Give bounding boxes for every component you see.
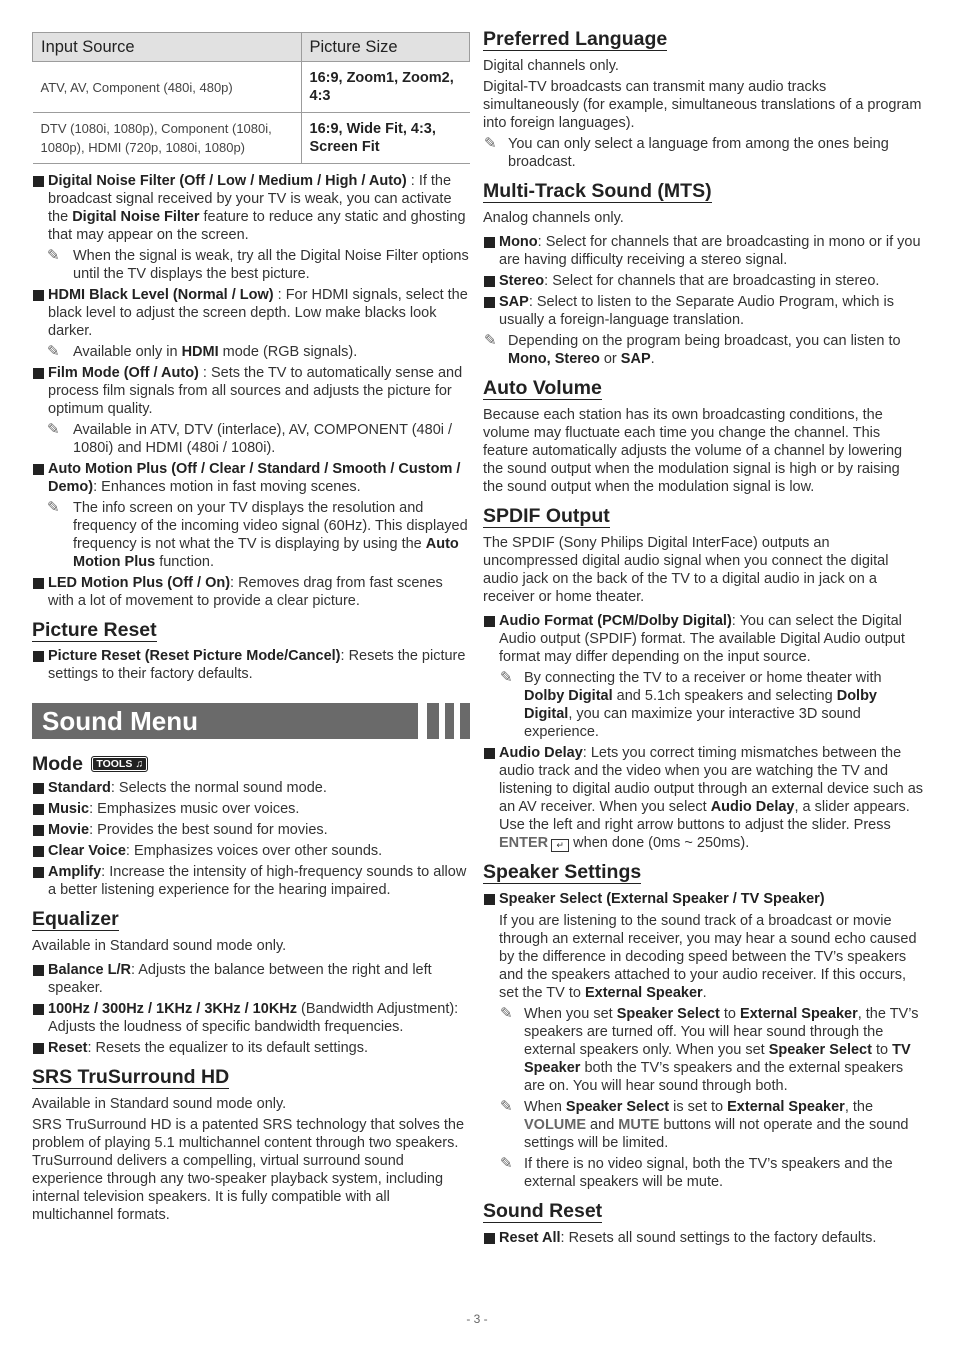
bullet-square-icon (33, 368, 44, 379)
srs-text: SRS TruSurround HD is a patented SRS technology that solves the problem of playing 5.1 multichannel content through two speakers. TruSurround delivers a compelling, virtual surround sound experience through any two-speaker playback system, including internal television speakers. It is fully compatible with all multichannel formats. (32, 1117, 465, 1223)
ss-text: If you are listening to the sound track of a broadcast or movie through an external receiver, you may hear a sound echo caused by the difference in decoding speed between the TV’s speakers and the speakers attached to your audio receiver. If this occurs, set the TV to External Speaker. (499, 913, 917, 1001)
spdif-text: The SPDIF (Sony Philips Digital InterFace) outputs an uncompressed digital audio signal when you connect the digital audio jack on the back of the TV to a digital audio in jack on a receiver or home theater. (483, 535, 889, 605)
note-pencil-icon: ✎ (47, 499, 60, 516)
list-item: Auto Motion Plus (Off / Clear / Standard / Smooth / Custom / Demo): Enhances motion in fast moving scenes. (32, 460, 470, 496)
section-heading-srs: SRS TruSurround HD (32, 1066, 230, 1088)
note: ✎ When Speaker Select is set to External Speaker, the VOLUME and MUTE buttons will not operate and the sound settings will be limited. (500, 1098, 909, 1151)
list-item: Digital Noise Filter (Off / Low / Medium / High / Auto) : If the broadcast signal received by your TV is weak, you can activate the Digital Noise Filter feature to reduce any static and ghosting that may appear on the screen. (32, 172, 470, 244)
enter-key-icon: ↵ (551, 839, 569, 852)
list-item: Clear Voice: Emphasizes voices over other sounds. (32, 842, 470, 860)
note-pencil-icon: ✎ (484, 135, 497, 152)
pl-intro: Digital channels only. (483, 58, 619, 74)
list-item: Speaker Select (External Speaker / TV Speaker) (483, 890, 923, 908)
section-heading-equalizer: Equalizer (32, 908, 119, 930)
note-pencil-icon: ✎ (484, 332, 497, 349)
note: ✎ If there is no video signal, both the TV’s speakers and the external speakers will be mute. (500, 1155, 893, 1190)
list-item: HDMI Black Level (Normal / Low) : For HDMI signals, select the black level to adjust the screen depth. Low make blacks look darker. (32, 286, 470, 340)
banner-stripe (460, 703, 470, 739)
section-heading-spdif: SPDIF Output (483, 505, 610, 527)
bullet-square-icon (484, 1233, 495, 1244)
note-pencil-icon: ✎ (500, 1005, 513, 1022)
av-text: Because each station has its own broadcasting conditions, the volume may fluctuate each time you change the channel. This feature automatically adjusts the volume of a channel by lowering the sound output when the modulation signal is high or by raising the sound output when the modulation signal is low. (483, 407, 903, 495)
bullet-square-icon (33, 651, 44, 662)
note-pencil-icon: ✎ (47, 247, 60, 264)
sound-menu-banner (32, 703, 470, 739)
table-header-input-source: Input Source (33, 33, 302, 62)
note: ✎ The info screen on your TV displays the resolution and frequency of the incoming video signal (60Hz). This displayed frequency is not what the TV is displaying by using the Auto Motion Plus function. (47, 499, 468, 570)
bullet-square-icon (33, 867, 44, 878)
list-item: Balance L/R: Adjusts the balance between the right and left speaker. (32, 961, 470, 997)
note: ✎ Depending on the program being broadcast, you can listen to Mono, Stereo or SAP. (484, 332, 901, 367)
bullet-square-icon (33, 578, 44, 589)
table-cell-size: 16:9, Zoom1, Zoom2, 4:3 (301, 62, 470, 113)
bullet-square-icon (33, 965, 44, 976)
note: ✎ When the signal is weak, try all the Digital Noise Filter options until the TV displays the best picture. (47, 247, 469, 282)
tools-badge-icon: TOOLS ♫ (91, 756, 148, 772)
bullet-square-icon (484, 276, 495, 287)
bullet-square-icon (33, 783, 44, 794)
mts-intro: Analog channels only. (483, 210, 624, 226)
equalizer-intro: Available in Standard sound mode only. (32, 938, 287, 954)
note-pencil-icon: ✎ (500, 1098, 513, 1115)
banner-stripe (445, 703, 454, 739)
list-item: Standard: Selects the normal sound mode. (32, 779, 470, 797)
list-item: Stereo: Select for channels that are broadcasting in stereo. (483, 272, 923, 290)
section-heading-mts: Multi-Track Sound (MTS) (483, 180, 712, 202)
list-item: Music: Emphasizes music over voices. (32, 800, 470, 818)
section-heading-auto-volume: Auto Volume (483, 377, 602, 399)
list-item: Film Mode (Off / Auto) : Sets the TV to automatically sense and process film signals from all sources and adjusts the picture for optimum quality. (32, 364, 470, 418)
pl-text: Digital-TV broadcasts can transmit many audio tracks simultaneously (for example, simultaneous translations of a program into foreign languages). (483, 79, 922, 131)
mode-list (32, 779, 470, 899)
note: ✎ When you set Speaker Select to External Speaker, the TV’s speakers are turned off. You will hear sound through the external speakers only. When you set Speaker Select to TV Speaker both the TV’s speakers and the external speakers are on. You will hear sound through both. (500, 1005, 919, 1094)
table-header-picture-size: Picture Size (301, 33, 470, 62)
table-row (33, 113, 470, 164)
bullet-square-icon (484, 237, 495, 248)
section-heading-mode: Mode (32, 753, 83, 775)
table-cell-size: 16:9, Wide Fit, 4:3, Screen Fit (301, 113, 470, 164)
list-item: Reset All: Resets all sound settings to the factory defaults. (483, 1229, 923, 1247)
bullet-square-icon (33, 804, 44, 815)
table-cell-source: DTV (1080i, 1080p), Component (1080i, 1080p), HDMI (720p, 1080i, 1080p) (33, 113, 302, 164)
banner-title: Sound Menu (42, 706, 198, 736)
list-item: Movie: Provides the best sound for movies. (32, 821, 470, 839)
section-heading-speaker-settings: Speaker Settings (483, 861, 642, 883)
bullet-square-icon (33, 846, 44, 857)
list-item: LED Motion Plus (Off / On): Removes drag from fast scenes with a lot of movement to provide a clear picture. (32, 574, 470, 610)
bullet-square-icon (33, 290, 44, 301)
bullet-square-icon (33, 1043, 44, 1054)
picture-size-table (32, 32, 470, 164)
note-pencil-icon: ✎ (500, 669, 513, 686)
banner-stripe (427, 703, 439, 739)
list-item: Picture Reset (Reset Picture Mode/Cancel): Resets the picture settings to their factory defaults. (32, 647, 470, 683)
bullet-square-icon (484, 894, 495, 905)
table-cell-source: ATV, AV, Component (480i, 480p) (33, 62, 302, 113)
bullet-square-icon (484, 616, 495, 627)
table-row (33, 62, 470, 113)
list-item: SAP: Select to listen to the Separate Audio Program, which is usually a foreign-language translation. (483, 293, 923, 329)
section-heading-sound-reset: Sound Reset (483, 1200, 603, 1222)
bullet-square-icon (33, 176, 44, 187)
list-item: Mono: Select for channels that are broadcasting in mono or if you are having difficulty receiving a stereo signal. (483, 233, 923, 269)
list-item: Audio Format (PCM/Dolby Digital): You can select the Digital Audio output (SPDIF) format. The available Digital Audio output format may differ depending on the input source. (483, 612, 923, 666)
note: ✎ Available in ATV, DTV (interlace), AV, COMPONENT (480i / 1080i) and HDMI (480i / 1080i). (47, 421, 453, 456)
srs-intro: Available in Standard sound mode only. (32, 1096, 287, 1112)
bullet-square-icon (484, 297, 495, 308)
note-pencil-icon: ✎ (47, 343, 60, 360)
list-item: Amplify: Increase the intensity of high-frequency sounds to allow a better listening experience for the hearing impaired. (32, 863, 470, 899)
table-header-row (33, 33, 470, 62)
list-item: Audio Delay: Lets you correct timing mismatches between the audio track and the video when you are watching the TV and listening to digital audio output through an external device such as an AV receiver. When you select Audio Delay, a slider appears. Use the left and right arrow buttons to adjust the slider. Press ENTER ↵ when done (0ms ~ 250ms). (483, 744, 923, 852)
bullet-square-icon (33, 825, 44, 836)
note: ✎ You can only select a language from among the ones being broadcast. (484, 135, 889, 170)
bullet-square-icon (33, 1004, 44, 1015)
note-pencil-icon: ✎ (500, 1155, 513, 1172)
note: ✎ By connecting the TV to a receiver or home theater with Dolby Digital and 5.1ch speakers and selecting Dolby Digital, you can maximize your interactive 3D sound experience. (500, 669, 882, 740)
section-heading-picture-reset: Picture Reset (32, 619, 157, 641)
list-item: 100Hz / 300Hz / 1KHz / 3KHz / 10KHz (Bandwidth Adjustment): Adjusts the loudness of specific bandwidth frequencies. (32, 1000, 470, 1036)
note-pencil-icon: ✎ (47, 421, 60, 438)
section-heading-preferred-language: Preferred Language (483, 28, 668, 50)
note: ✎ Available only in HDMI mode (RGB signals). (47, 343, 358, 360)
page-number: - 3 - (466, 1312, 488, 1326)
bullet-square-icon (484, 748, 495, 759)
bullet-square-icon (33, 464, 44, 475)
list-item: Reset: Resets the equalizer to its default settings. (32, 1039, 470, 1057)
left-column (32, 30, 470, 1224)
right-column (483, 30, 923, 1247)
